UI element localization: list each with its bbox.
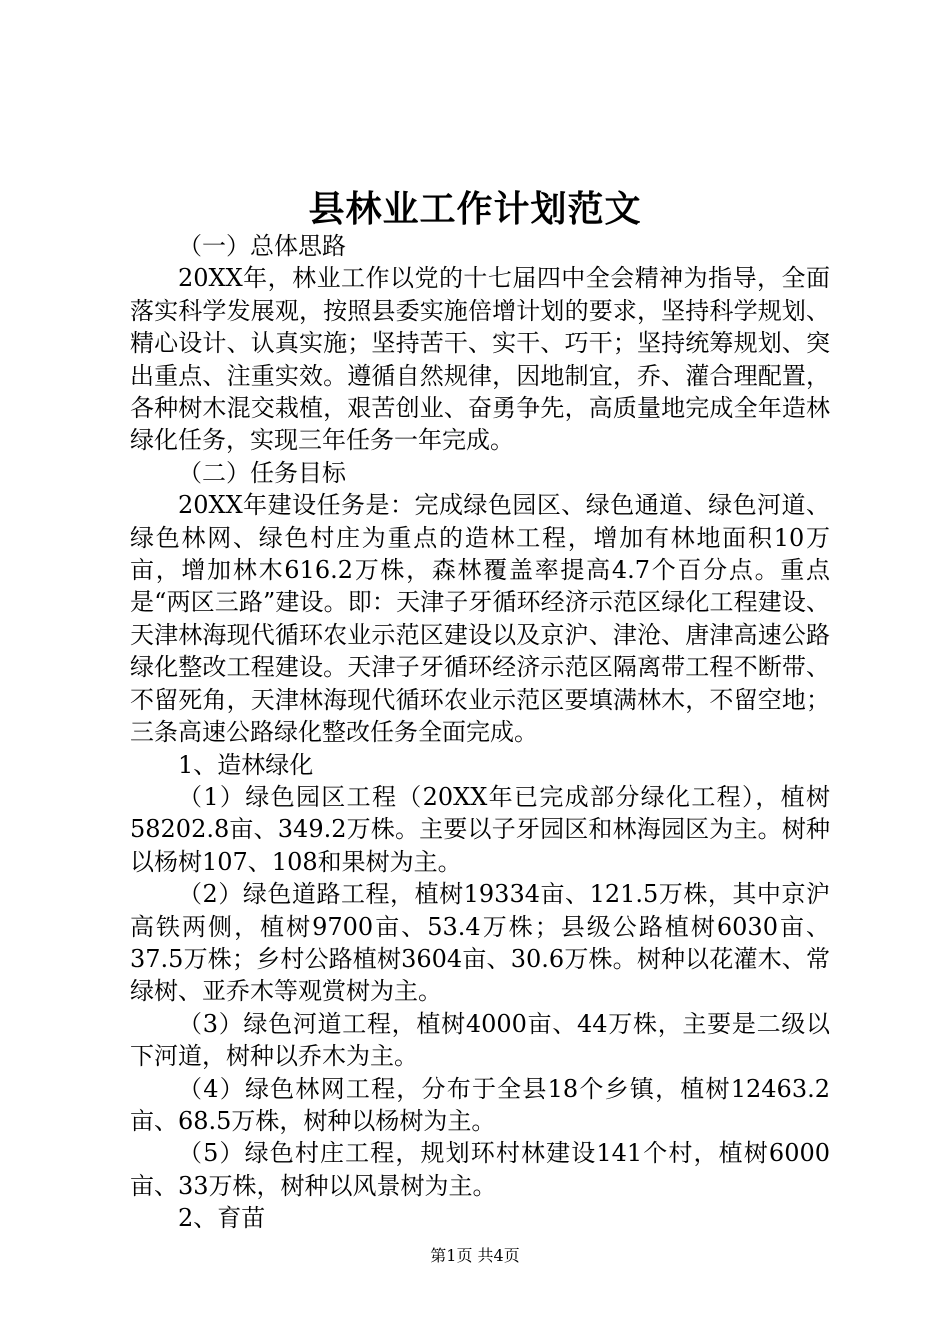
- subheading-nursery: 2、育苗: [178, 1204, 266, 1233]
- paragraph-green-road: （2）绿色道路工程，植树19334亩、121.5万株，其中京沪高铁两侧，植树9700亩、53.4万株；县级公路植树6030亩、37.5万株；乡村公路植树3604亩、30.6万株。树种以花灌木、常绿树、亚乔木等观赏树为主。: [130, 880, 830, 1006]
- paragraph-green-village: （5）绿色村庄工程，规划环村林建设141个村，植树6000亩、33万株，树种以风景树为主。: [130, 1139, 830, 1200]
- subheading-afforestation: 1、造林绿化: [178, 750, 314, 779]
- paragraph-task-goals: 20XX年建设任务是：完成绿色园区、绿色通道、绿色河道、绿色林网、绿色村庄为重点的造林工程，增加有林地面积10万亩，增加林木616.2万株，森林覆盖率提高4.7个百分点。重点是“两区三路”建设。即：天津子牙循环经济示范区绿化工程建设、天津林海现代循环农业示范区建设以及京沪、津沧、唐津高速公路绿化整改工程建设。天津子牙循环经济示范区隔离带工程不断带、不留死角，天津林海现代循环农业示范区要填满林木，不留空地；三条高速公路绿化整改任务全面完成。: [130, 491, 830, 747]
- page-number-footer: 第1页 共4页: [430, 1246, 520, 1265]
- paragraph-overall-idea: 20XX年，林业工作以党的十七届四中全会精神为指导，全面落实科学发展观，按照县委实施倍增计划的要求，坚持科学规划、精心设计、认真实施；坚持苦干、实干、巧干；坚持统筹规划、突出重点、注重实效。遵循自然规律，因地制宜，乔、灌合理配置，各种树木混交栽植，艰苦创业、奋勇争先，高质量地完成全年造林绿化任务，实现三年任务一年完成。: [130, 264, 830, 455]
- section-heading-overall-idea: （一）总体思路: [178, 232, 346, 260]
- section-heading-task-goals: （二）任务目标: [178, 458, 346, 487]
- paragraph-green-river: （3）绿色河道工程，植树4000亩、44万株，主要是二级以下河道，树种以乔木为主。: [130, 1009, 830, 1071]
- document-body: [130, 230, 830, 1235]
- document-title: 县林业工作计划范文: [308, 188, 642, 230]
- paragraph-green-park: （1）绿色园区工程（20XX年已完成部分绿化工程），植树58202.8亩、349.2万株。主要以子牙园区和林海园区为主。树种以杨树107、108和果树为主。: [130, 782, 830, 876]
- paragraph-green-forest-net: （4）绿色林网工程，分布于全县18个乡镇，植树12463.2亩、68.5万株，树种以杨树为主。: [130, 1074, 830, 1135]
